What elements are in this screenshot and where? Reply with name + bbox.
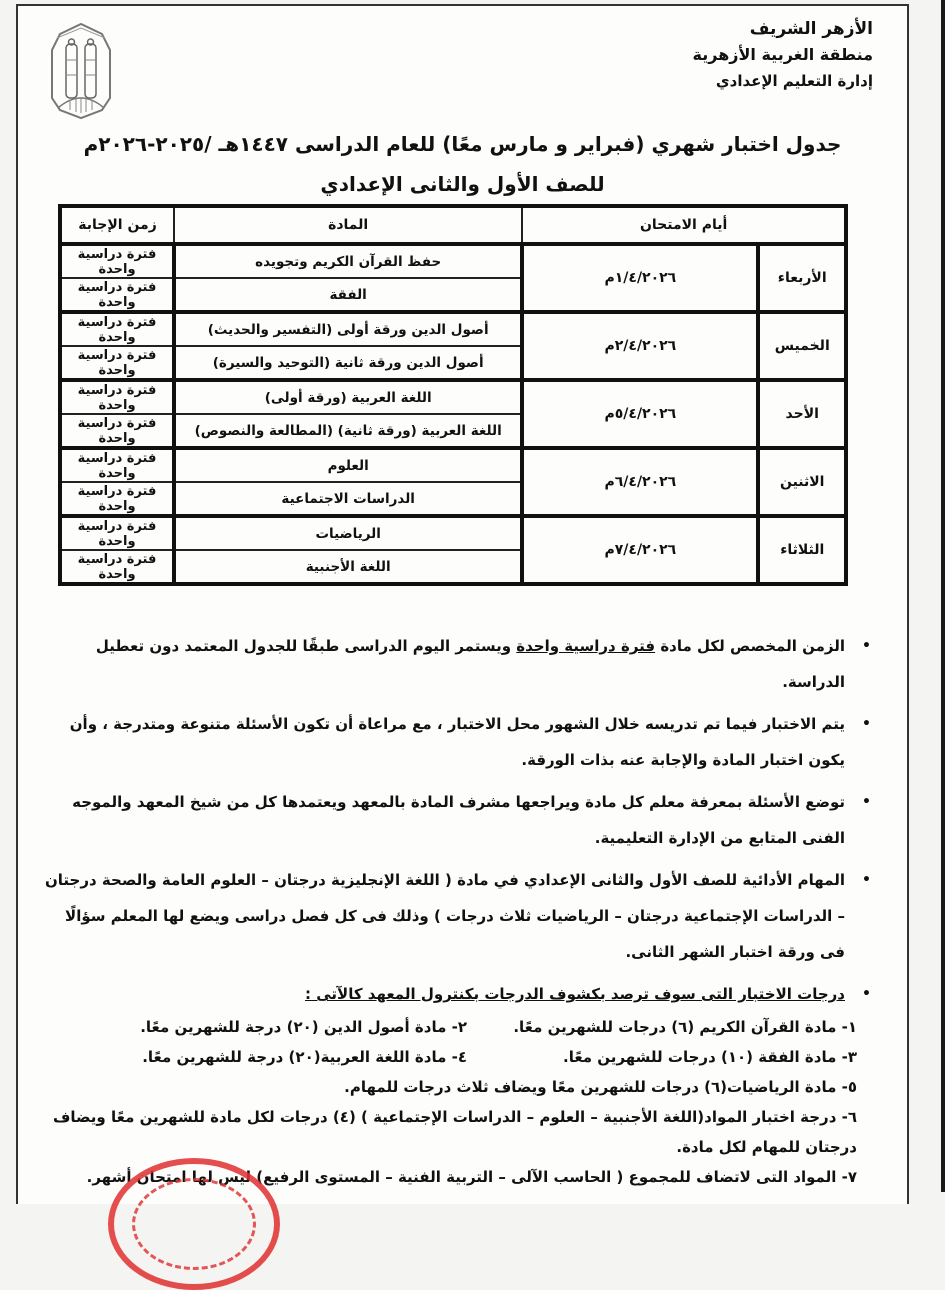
exam-date: ٧/٤/٢٠٢٦م	[522, 516, 758, 584]
exam-date: ٢/٤/٢٠٢٦م	[522, 312, 758, 380]
exam-subject: الدراسات الاجتماعية	[174, 482, 522, 516]
answer-time: فترة دراسية واحدة	[60, 380, 174, 414]
answer-time: فترة دراسية واحدة	[60, 482, 174, 516]
organization-header	[693, 16, 873, 94]
grade-item: ٤- مادة اللغة العربية(٢٠) درجة للشهرين معًا.	[142, 1048, 467, 1066]
bullet-icon: •	[862, 986, 871, 1002]
title-line-2: للصف الأول والثانى الإعدادي	[320, 172, 605, 196]
note-text	[40, 628, 845, 700]
grade-item: ٢- مادة أصول الدين (٢٠) درجة للشهرين معًا.	[140, 1018, 467, 1036]
grade-row	[40, 1012, 857, 1042]
answer-time: فترة دراسية واحدة	[60, 312, 174, 346]
exam-subject: اللغة العربية (ورقة أولى)	[174, 380, 522, 414]
answer-time: فترة دراسية واحدة	[60, 346, 174, 380]
note-item	[40, 706, 877, 778]
note-item	[40, 628, 877, 700]
note-text: يتم الاختبار فيما تم تدريسه خلال الشهور محل الاختبار ، مع مراعاة أن تكون الأسئلة متنوعة ومتدرجة ، وأن يكون اختبار المادة والإجابة عنه بذات الورقة.	[69, 715, 845, 769]
azhar-emblem-icon	[46, 20, 116, 120]
bullet-icon: •	[862, 716, 871, 732]
exam-day: الثلاثاء	[758, 516, 846, 584]
bullet-icon: •	[862, 872, 871, 888]
answer-time: فترة دراسية واحدة	[60, 278, 174, 312]
header-exam-days: أيام الامتحان	[522, 206, 846, 244]
scan-edge-strip	[941, 0, 945, 1192]
grade-item: ٧- المواد التى لاتضاف للمجموع ( الحاسب الآلى – التربية الفنية – المستوى الرفيع) ليس لها امتحان أشهر.	[86, 1168, 857, 1186]
exam-date: ٥/٤/٢٠٢٦م	[522, 380, 758, 448]
answer-time: فترة دراسية واحدة	[60, 448, 174, 482]
note-text-part: ويستمر اليوم الدراسى طبقًا للجدول المعتمد دون تعطيل الدراسة.	[95, 637, 845, 691]
exam-subject: اللغة العربية (ورقة ثانية) (المطالعة والنصوص)	[174, 414, 522, 448]
answer-time: فترة دراسية واحدة	[60, 516, 174, 550]
grades-heading: درجات الاختبار التى سوف ترصد بكشوف الدرجات بكنترول المعهد كالآتى :	[305, 985, 845, 1003]
exam-date: ٦/٤/٢٠٢٦م	[522, 448, 758, 516]
header-subject: المادة	[174, 206, 522, 244]
bullet-icon: •	[862, 638, 871, 654]
answer-time: فترة دراسية واحدة	[60, 414, 174, 448]
notes-section	[40, 628, 877, 1192]
exam-subject: اللغة الأجنبية	[174, 550, 522, 584]
note-item	[40, 784, 877, 856]
exam-date: ١/٤/٢٠٢٦م	[522, 244, 758, 312]
official-stamp-icon	[108, 1158, 280, 1290]
exam-subject: العلوم	[174, 448, 522, 482]
title-line-1: جدول اختبار شهري (فبراير و مارس معًا) للعام الدراسى ١٤٤٧هـ /٢٠٢٥-٢٠٢٦م	[83, 132, 842, 156]
org-name: الأزهر الشريف	[749, 19, 873, 39]
grade-item: ٦- درجة اختبار المواد(اللغة الأجنبية – العلوم – الدراسات الإجتماعية ) (٤) درجات لكل مادة للشهرين معًا ويضاف درجتان للمهام لكل مادة.	[52, 1108, 857, 1156]
table-row	[60, 244, 846, 278]
exam-day: الأربعاء	[758, 244, 846, 312]
note-item	[40, 976, 877, 1012]
table-row	[60, 380, 846, 414]
grade-item: ١- مادة القرآن الكريم (٦) درجات للشهرين معًا.	[513, 1018, 857, 1036]
table-header-row	[60, 206, 846, 244]
exam-day: الأحد	[758, 380, 846, 448]
answer-time: فترة دراسية واحدة	[60, 244, 174, 278]
document-page	[16, 4, 909, 1204]
grade-item: ٥- مادة الرياضيات(٦) درجات للشهرين معًا ويضاف ثلاث درجات للمهام.	[344, 1078, 857, 1096]
table-row	[60, 312, 846, 346]
exam-day: الاثنين	[758, 448, 846, 516]
exam-subject: الرياضيات	[174, 516, 522, 550]
exam-subject: حفظ القرآن الكريم وتجويده	[174, 244, 522, 278]
note-underlined-text: فترة دراسية واحدة	[516, 637, 656, 655]
org-region: منطقة الغربية الأزهرية	[692, 45, 873, 64]
exam-subject: الفقة	[174, 278, 522, 312]
bullet-icon: •	[862, 794, 871, 810]
note-item	[40, 862, 877, 970]
answer-time: فترة دراسية واحدة	[60, 550, 174, 584]
header-answer-time: زمن الإجابة	[60, 206, 174, 244]
grade-row	[40, 1042, 857, 1072]
grade-item: ٣- مادة الفقة (١٠) درجات للشهرين معًا.	[563, 1048, 857, 1066]
exam-subject: أصول الدين ورقة ثانية (التوحيد والسيرة)	[174, 346, 522, 380]
note-text: توضع الأسئلة بمعرفة معلم كل مادة ويراجعها مشرف المادة بالمعهد ويعتمدها كل من شيخ المعهد والموجه الفنى المتابع من الإدارة التعليمية.	[72, 793, 845, 847]
note-text: المهام الأدائية للصف الأول والثانى الإعدادي في مادة ( اللغة الإنجليزية درجتان – العلوم العامة والصحة درجتان – الدراسات الإجتماعية درجتان – الرياضيات ثلاث درجات ) وذلك فى كل فصل دراسى ويضع لها المعلم سؤالًا فى ورقة اختبار الشهر الثانى.	[45, 871, 845, 961]
exam-day: الخميس	[758, 312, 846, 380]
exam-schedule-table	[58, 204, 848, 586]
table-row	[60, 448, 846, 482]
org-department: إدارة التعليم الإعدادي	[715, 72, 873, 90]
exam-subject: أصول الدين ورقة أولى (التفسير والحديث)	[174, 312, 522, 346]
document-title	[18, 124, 907, 204]
table-row	[60, 516, 846, 550]
note-text-part: الزمن المخصص لكل مادة	[655, 637, 845, 655]
